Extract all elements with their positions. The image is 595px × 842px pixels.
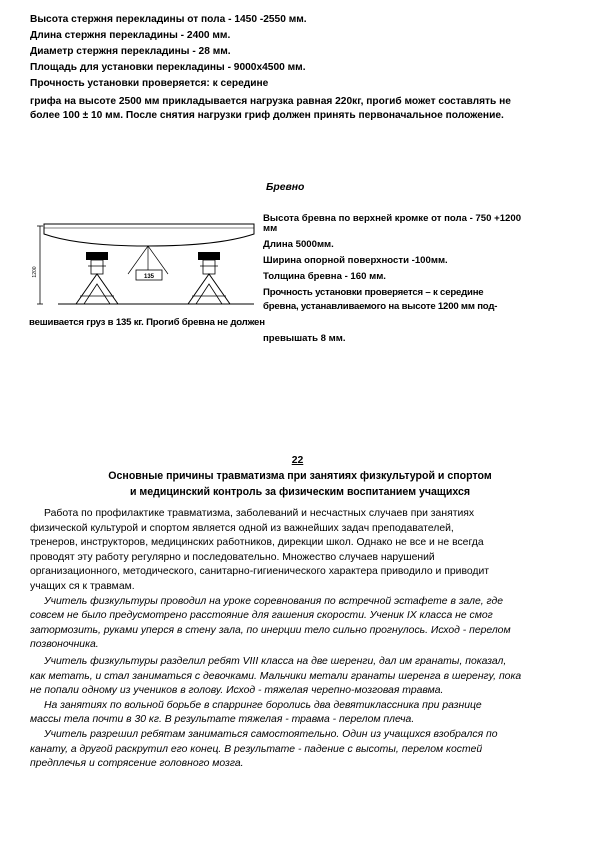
body-text bbox=[30, 507, 578, 772]
text-line: как метать, и стал заниматься с девочками. Мальчики метали гранаты шеренга в шеренгу, пока bbox=[30, 670, 522, 682]
text-line: проводят эту работу регулярно и последовательно. Множество случаев нарушений bbox=[30, 551, 435, 563]
bar-area-spec: Площадь для установки перекладины - 9000х4500 мм. bbox=[30, 62, 306, 73]
beam-strength-spec: Прочность установки проверяется – к середине bbox=[263, 287, 484, 298]
text-line: Учитель физкультуры разделил ребят VIII класса на две шеренги, дал им гранаты, показал, bbox=[44, 655, 507, 667]
bar-height-spec: Высота стержня перекладины от пола - 1450 -2550 мм. bbox=[30, 14, 307, 25]
beam-length-spec: Длина 5000мм. bbox=[263, 239, 334, 250]
section-heading bbox=[30, 468, 570, 500]
section-heading-line: и медицинский контроль за физическим воспитанием учащихся bbox=[129, 486, 471, 498]
beam-strength-spec-3: вешивается груз в 135 кг. Прогиб бревна не должен bbox=[29, 317, 265, 328]
paragraph-case-grenade bbox=[30, 655, 578, 699]
text-line: физической культурой и спортом является одной из важнейших задач преподавателей, bbox=[30, 522, 454, 534]
paragraph-case-wrestling bbox=[30, 699, 578, 728]
text-line: не попали одному из учеников в голову. Исход - тяжелая черепно-мозговая травма. bbox=[30, 685, 444, 697]
text-line: предплечья и сотрясение головного мозга. bbox=[30, 758, 244, 770]
text-line: массы тела почти в 30 кг. В результате тяжелая - травма - перелом плеча. bbox=[30, 714, 415, 726]
bar-diameter-spec: Диаметр стержня перекладины - 28 мм. bbox=[30, 46, 231, 57]
beam-height-spec: Высота бревна по верхней кромке от пола - 750 +1200 bbox=[263, 213, 522, 224]
bar-specs bbox=[30, 12, 580, 92]
paragraph-case-relay bbox=[30, 595, 578, 653]
beam-title: Бревно bbox=[266, 182, 305, 193]
section-heading-line: Основные причины травматизма при занятиях физкультурой и спортом bbox=[108, 470, 492, 482]
page-number: 22 bbox=[291, 455, 304, 466]
bar-length-spec: Длина стержня перекладины - 2400 мм. bbox=[30, 30, 231, 41]
text-line: канату, а другой раскрутил его конец. В результате - падение с высоты, перелом костей bbox=[30, 743, 483, 755]
paragraph-intro bbox=[30, 507, 578, 595]
right-support bbox=[188, 252, 230, 304]
beam-height-unit: мм bbox=[263, 223, 278, 234]
beam-strength-spec-2: бревна, устанавливаемого на высоте 1200 мм под- bbox=[263, 301, 498, 312]
beam-figure bbox=[28, 212, 258, 322]
text-line: учащих ся к травмам. bbox=[30, 580, 135, 592]
beam-thickness-spec: Толщина бревна - 160 мм. bbox=[263, 271, 386, 282]
bar-strength-line: более 100 ± 10 мм. После снятия нагрузки гриф должен принять первоначальное положение. bbox=[30, 110, 504, 121]
text-line: затормозить, руками уперся в стену зала, по инерции тело сильно прогнулось. Исход - перелом bbox=[30, 624, 511, 636]
paragraph-case-rope bbox=[30, 728, 578, 772]
text-line: совсем не было предусмотрено расстояние для гашения скорости. Ученик IX класса не смог bbox=[30, 610, 493, 622]
text-line: позвоночника. bbox=[30, 639, 99, 651]
left-support bbox=[76, 252, 118, 304]
text-line: Работа по профилактике травматизма, заболеваний и несчастных случаев при занятиях bbox=[44, 508, 475, 519]
beam-shape bbox=[44, 224, 254, 246]
bar-strength-spec: Прочность установки проверяется: к середине bbox=[30, 78, 269, 89]
dimension-label: 1200 bbox=[32, 266, 38, 278]
beam-specs bbox=[263, 211, 563, 313]
beam-width-spec: Ширина опорной поверхности -100мм. bbox=[263, 255, 448, 266]
bar-strength-line: грифа на высоте 2500 мм прикладывается нагрузка равная 220кг, прогиб может составлять не bbox=[30, 96, 511, 107]
text-line: Учитель разрешил ребятам заниматься самостоятельно. Один из учащихся взобрался по bbox=[44, 728, 498, 740]
load-weight-label: 135 bbox=[143, 274, 155, 280]
text-line: тренеров, инструкторов, медицинских работников, дирекции школ. Однако не все и не всегда bbox=[30, 537, 484, 549]
beam-strength-spec-4: превышать 8 мм. bbox=[263, 333, 346, 344]
bar-strength-description bbox=[30, 95, 590, 123]
text-line: Учитель физкультуры проводил на уроке соревнования по встречной эстафете в зале, где bbox=[44, 595, 504, 607]
text-line: На занятиях по вольной борьбе в спарринге боролись два девятиклассника при разнице bbox=[44, 699, 482, 711]
text-line: организационного, методического, санитарно-гигиенического характера приводило и приводит bbox=[30, 566, 490, 578]
